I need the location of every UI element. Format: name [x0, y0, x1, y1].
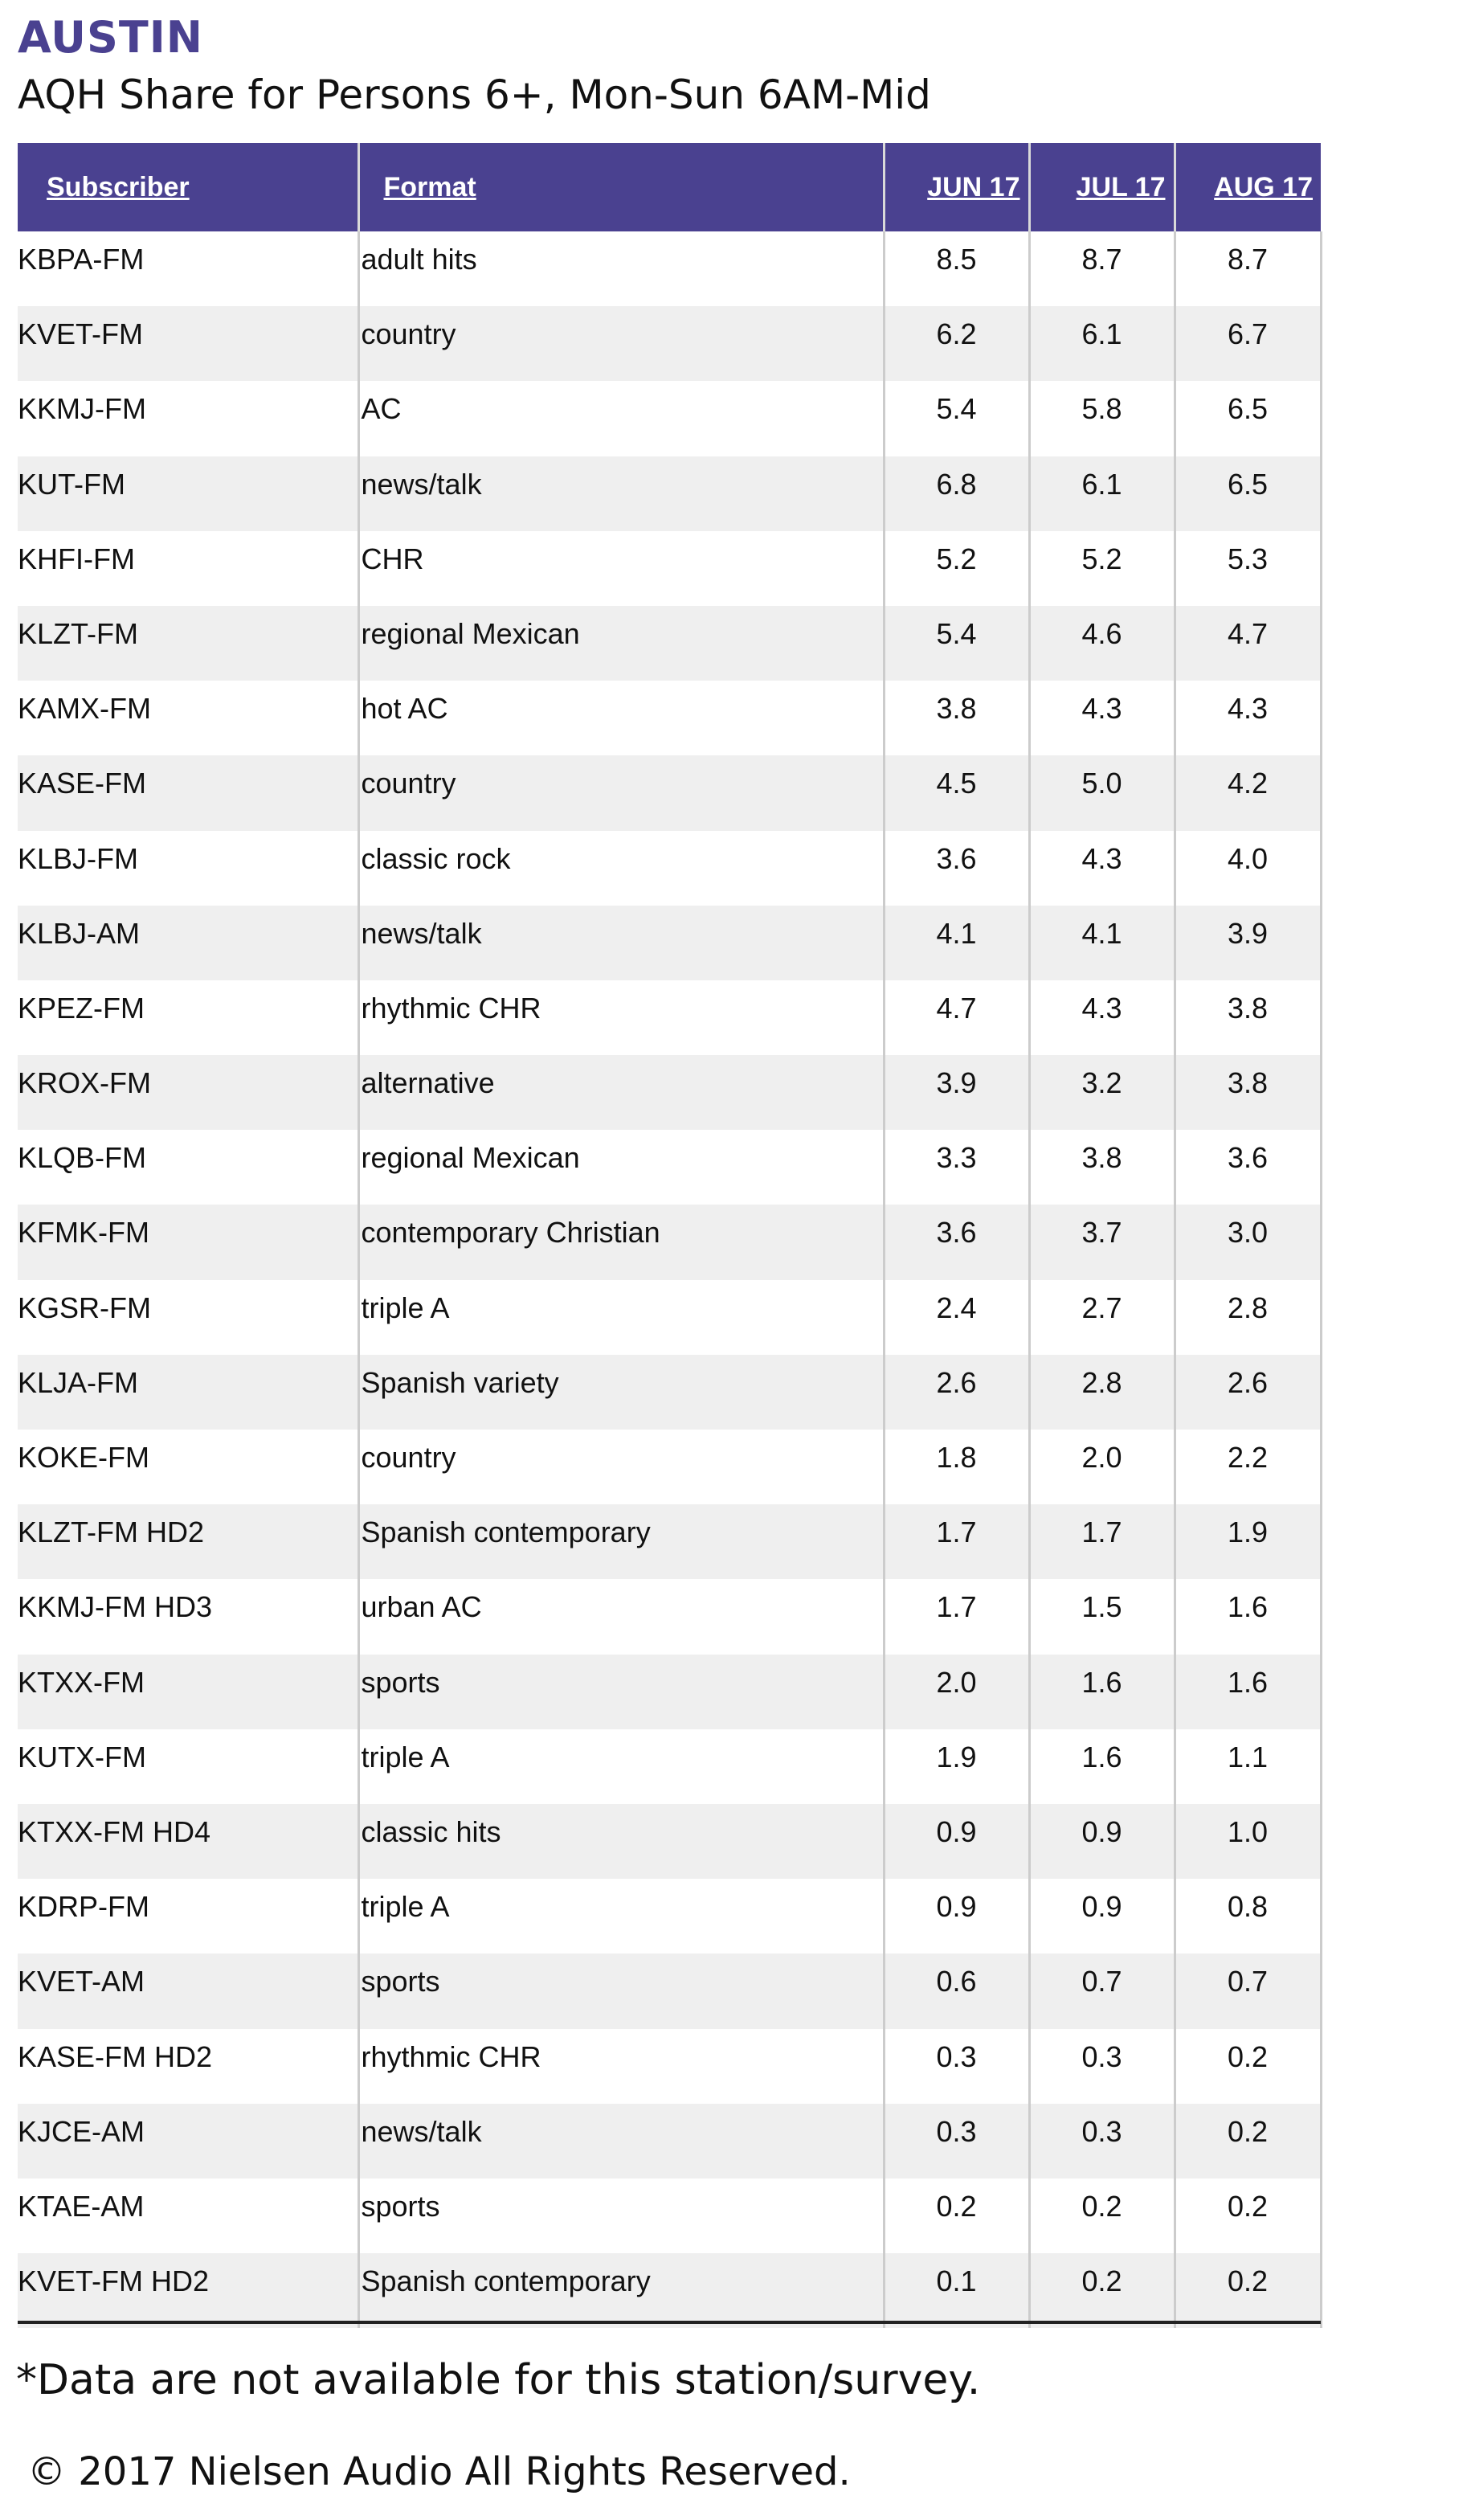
cell-subscriber: KASE-FM: [18, 755, 358, 830]
cell-jun-17: 4.7: [884, 980, 1029, 1055]
cell-format: rhythmic CHR: [358, 2029, 884, 2104]
cell-format: CHR: [358, 531, 884, 606]
column-header-aug-17[interactable]: AUG 17: [1175, 143, 1321, 231]
table-row: [18, 531, 1321, 606]
cell-aug-17: 0.7: [1175, 1953, 1321, 2028]
cell-subscriber: KLZT-FM: [18, 606, 358, 681]
cell-subscriber: KVET-FM: [18, 306, 358, 381]
cell-jun-17: 4.1: [884, 906, 1029, 980]
cell-jun-17: 0.3: [884, 2029, 1029, 2104]
cell-subscriber: KLBJ-FM: [18, 831, 358, 906]
cell-jul-17: 3.7: [1029, 1205, 1175, 1279]
cell-jun-17: 5.4: [884, 381, 1029, 456]
cell-format: urban AC: [358, 1579, 884, 1654]
cell-jul-17: 4.1: [1029, 906, 1175, 980]
cell-subscriber: KLBJ-AM: [18, 906, 358, 980]
cell-aug-17: 2.2: [1175, 1430, 1321, 1504]
column-header-subscriber[interactable]: Subscriber: [18, 143, 358, 231]
cell-aug-17: 4.3: [1175, 681, 1321, 755]
cell-aug-17: 0.2: [1175, 2104, 1321, 2178]
cell-format: sports: [358, 2178, 884, 2253]
cell-aug-17: 0.2: [1175, 2178, 1321, 2253]
cell-format: Spanish contemporary: [358, 1504, 884, 1579]
cell-aug-17: 4.0: [1175, 831, 1321, 906]
cell-jul-17: 0.9: [1029, 1879, 1175, 1953]
cell-subscriber: KROX-FM: [18, 1055, 358, 1130]
cell-jun-17: 1.8: [884, 1430, 1029, 1504]
cell-jun-17: 6.8: [884, 456, 1029, 531]
cell-subscriber: KLQB-FM: [18, 1130, 358, 1205]
table-body: [18, 231, 1321, 2328]
cell-jul-17: 4.3: [1029, 681, 1175, 755]
cell-subscriber: KBPA-FM: [18, 231, 358, 306]
cell-jul-17: 3.8: [1029, 1130, 1175, 1205]
cell-subscriber: KLZT-FM HD2: [18, 1504, 358, 1579]
table-row: [18, 1579, 1321, 1654]
cell-jun-17: 1.7: [884, 1579, 1029, 1654]
cell-aug-17: 3.6: [1175, 1130, 1321, 1205]
table-row: [18, 980, 1321, 1055]
cell-aug-17: 1.0: [1175, 1804, 1321, 1879]
cell-aug-17: 1.6: [1175, 1579, 1321, 1654]
cell-format: triple A: [358, 1280, 884, 1355]
cell-subscriber: KTXX-FM HD4: [18, 1804, 358, 1879]
cell-format: classic rock: [358, 831, 884, 906]
cell-format: Spanish contemporary: [358, 2253, 884, 2328]
cell-aug-17: 0.2: [1175, 2029, 1321, 2104]
table-row: [18, 1430, 1321, 1504]
cell-jun-17: 4.5: [884, 755, 1029, 830]
table-row: [18, 906, 1321, 980]
cell-jun-17: 3.6: [884, 831, 1029, 906]
ratings-table: [18, 143, 1322, 2328]
cell-jul-17: 2.0: [1029, 1430, 1175, 1504]
cell-format: news/talk: [358, 456, 884, 531]
cell-jun-17: 0.9: [884, 1879, 1029, 1953]
table-row: [18, 2029, 1321, 2104]
column-header-jul-17[interactable]: JUL 17: [1029, 143, 1175, 231]
cell-jul-17: 6.1: [1029, 306, 1175, 381]
cell-aug-17: 1.9: [1175, 1504, 1321, 1579]
cell-subscriber: KPEZ-FM: [18, 980, 358, 1055]
cell-jul-17: 0.2: [1029, 2253, 1175, 2328]
cell-subscriber: KTXX-FM: [18, 1655, 358, 1729]
copyright-notice: © 2017 Nielsen Audio All Rights Reserved.: [27, 2449, 851, 2494]
cell-subscriber: KHFI-FM: [18, 531, 358, 606]
cell-subscriber: KASE-FM HD2: [18, 2029, 358, 2104]
cell-jun-17: 5.4: [884, 606, 1029, 681]
cell-format: classic hits: [358, 1804, 884, 1879]
table-row: [18, 1879, 1321, 1953]
cell-jun-17: 1.9: [884, 1729, 1029, 1804]
cell-format: regional Mexican: [358, 1130, 884, 1205]
cell-format: alternative: [358, 1055, 884, 1130]
cell-format: country: [358, 755, 884, 830]
cell-aug-17: 1.6: [1175, 1655, 1321, 1729]
cell-aug-17: 3.0: [1175, 1205, 1321, 1279]
cell-jun-17: 8.5: [884, 231, 1029, 306]
cell-subscriber: KOKE-FM: [18, 1430, 358, 1504]
cell-subscriber: KFMK-FM: [18, 1205, 358, 1279]
cell-format: country: [358, 1430, 884, 1504]
cell-format: AC: [358, 381, 884, 456]
cell-format: news/talk: [358, 906, 884, 980]
table-row: [18, 1729, 1321, 1804]
cell-jun-17: 0.6: [884, 1953, 1029, 2028]
cell-jul-17: 1.5: [1029, 1579, 1175, 1654]
cell-jun-17: 3.8: [884, 681, 1029, 755]
market-title: AUSTIN: [18, 12, 203, 63]
cell-subscriber: KGSR-FM: [18, 1280, 358, 1355]
cell-jun-17: 2.0: [884, 1655, 1029, 1729]
table-row: [18, 1055, 1321, 1130]
table-row: [18, 755, 1321, 830]
table-row: [18, 1655, 1321, 1729]
cell-aug-17: 3.8: [1175, 1055, 1321, 1130]
cell-subscriber: KAMX-FM: [18, 681, 358, 755]
cell-jun-17: 0.2: [884, 2178, 1029, 2253]
cell-jul-17: 4.3: [1029, 831, 1175, 906]
table-row: [18, 606, 1321, 681]
cell-jun-17: 6.2: [884, 306, 1029, 381]
column-header-jun-17[interactable]: JUN 17: [884, 143, 1029, 231]
cell-aug-17: 6.5: [1175, 381, 1321, 456]
cell-jul-17: 2.8: [1029, 1355, 1175, 1430]
cell-aug-17: 6.7: [1175, 306, 1321, 381]
table-row: [18, 1280, 1321, 1355]
cell-jul-17: 6.1: [1029, 456, 1175, 531]
cell-jul-17: 0.2: [1029, 2178, 1175, 2253]
cell-subscriber: KTAE-AM: [18, 2178, 358, 2253]
cell-format: rhythmic CHR: [358, 980, 884, 1055]
cell-jul-17: 5.0: [1029, 755, 1175, 830]
cell-aug-17: 0.8: [1175, 1879, 1321, 1953]
cell-jul-17: 0.3: [1029, 2029, 1175, 2104]
table-bottom-rule: [18, 2321, 1321, 2324]
table-row: [18, 1804, 1321, 1879]
cell-format: triple A: [358, 1879, 884, 1953]
column-header-format[interactable]: Format: [358, 143, 884, 231]
cell-jul-17: 1.6: [1029, 1655, 1175, 1729]
cell-subscriber: KUT-FM: [18, 456, 358, 531]
cell-jun-17: 0.1: [884, 2253, 1029, 2328]
cell-aug-17: 3.8: [1175, 980, 1321, 1055]
table-row: [18, 1205, 1321, 1279]
cell-jul-17: 8.7: [1029, 231, 1175, 306]
cell-subscriber: KUTX-FM: [18, 1729, 358, 1804]
table-row: [18, 2253, 1321, 2328]
cell-aug-17: 6.5: [1175, 456, 1321, 531]
cell-jun-17: 3.9: [884, 1055, 1029, 1130]
table-row: [18, 2104, 1321, 2178]
cell-jun-17: 3.3: [884, 1130, 1029, 1205]
cell-format: contemporary Christian: [358, 1205, 884, 1279]
cell-aug-17: 1.1: [1175, 1729, 1321, 1804]
cell-jun-17: 0.9: [884, 1804, 1029, 1879]
cell-jul-17: 0.9: [1029, 1804, 1175, 1879]
table-row: [18, 2178, 1321, 2253]
cell-aug-17: 3.9: [1175, 906, 1321, 980]
cell-jul-17: 0.3: [1029, 2104, 1175, 2178]
cell-subscriber: KJCE-AM: [18, 2104, 358, 2178]
cell-jun-17: 5.2: [884, 531, 1029, 606]
cell-jul-17: 2.7: [1029, 1280, 1175, 1355]
cell-format: sports: [358, 1953, 884, 2028]
cell-subscriber: KVET-FM HD2: [18, 2253, 358, 2328]
cell-subscriber: KVET-AM: [18, 1953, 358, 2028]
report-subtitle: AQH Share for Persons 6+, Mon-Sun 6AM-Mid: [18, 72, 931, 118]
cell-jul-17: 1.6: [1029, 1729, 1175, 1804]
cell-jul-17: 1.7: [1029, 1504, 1175, 1579]
cell-format: country: [358, 306, 884, 381]
table-row: [18, 231, 1321, 306]
table-row: [18, 381, 1321, 456]
table-row: [18, 456, 1321, 531]
cell-jun-17: 3.6: [884, 1205, 1029, 1279]
cell-jul-17: 4.6: [1029, 606, 1175, 681]
cell-jul-17: 5.2: [1029, 531, 1175, 606]
header-row: [18, 143, 1321, 231]
cell-jul-17: 0.7: [1029, 1953, 1175, 2028]
cell-format: adult hits: [358, 231, 884, 306]
table-header: [18, 143, 1321, 231]
cell-format: news/talk: [358, 2104, 884, 2178]
cell-jun-17: 0.3: [884, 2104, 1029, 2178]
cell-format: Spanish variety: [358, 1355, 884, 1430]
cell-aug-17: 5.3: [1175, 531, 1321, 606]
cell-subscriber: KKMJ-FM HD3: [18, 1579, 358, 1654]
cell-aug-17: 2.6: [1175, 1355, 1321, 1430]
table-row: [18, 1355, 1321, 1430]
table-row: [18, 306, 1321, 381]
cell-subscriber: KLJA-FM: [18, 1355, 358, 1430]
ratings-table-container: [18, 143, 1321, 2328]
cell-jul-17: 4.3: [1029, 980, 1175, 1055]
cell-format: triple A: [358, 1729, 884, 1804]
cell-aug-17: 4.2: [1175, 755, 1321, 830]
cell-aug-17: 8.7: [1175, 231, 1321, 306]
cell-jun-17: 2.4: [884, 1280, 1029, 1355]
table-row: [18, 1130, 1321, 1205]
cell-jul-17: 5.8: [1029, 381, 1175, 456]
table-row: [18, 681, 1321, 755]
cell-aug-17: 4.7: [1175, 606, 1321, 681]
cell-subscriber: KDRP-FM: [18, 1879, 358, 1953]
cell-format: hot AC: [358, 681, 884, 755]
cell-aug-17: 0.2: [1175, 2253, 1321, 2328]
table-row: [18, 1504, 1321, 1579]
footnote: *Data are not available for this station/survey.: [16, 2356, 981, 2404]
table-row: [18, 1953, 1321, 2028]
cell-format: sports: [358, 1655, 884, 1729]
table-row: [18, 831, 1321, 906]
cell-aug-17: 2.8: [1175, 1280, 1321, 1355]
cell-jun-17: 2.6: [884, 1355, 1029, 1430]
cell-jul-17: 3.2: [1029, 1055, 1175, 1130]
cell-subscriber: KKMJ-FM: [18, 381, 358, 456]
cell-format: regional Mexican: [358, 606, 884, 681]
cell-jun-17: 1.7: [884, 1504, 1029, 1579]
